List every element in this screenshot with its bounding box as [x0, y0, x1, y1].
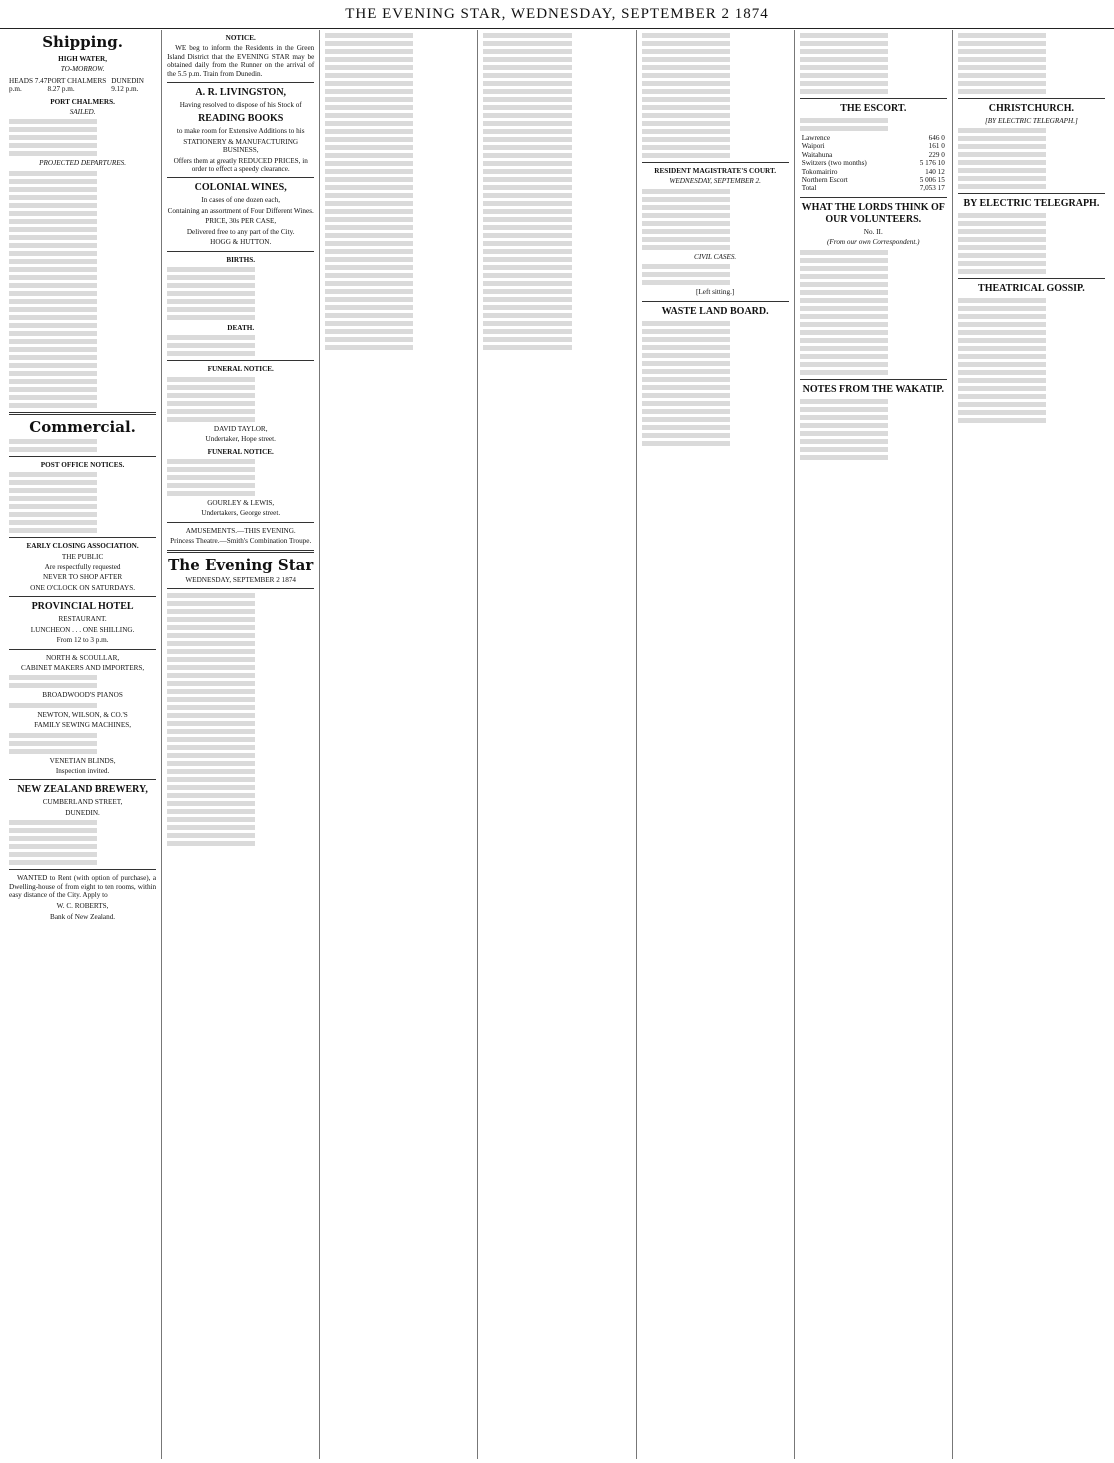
- left-sitting: [Left sitting.]: [695, 288, 735, 297]
- price-text: PRICE, 30s PER CASE,: [205, 217, 277, 226]
- theatrical-heading: THEATRICAL GOSSIP.: [978, 283, 1085, 295]
- high-water-heading: HIGH WATER,: [58, 55, 107, 63]
- room-text: to make room for Extensive Additions to his: [176, 127, 305, 136]
- gold-row: [800, 176, 947, 184]
- civil-cases: CIVIL CASES.: [694, 252, 737, 261]
- cases-text: In cases of one dozen each,: [201, 196, 281, 205]
- north-scoullar: NORTH & SCOULLAR,: [45, 653, 120, 662]
- early-closing-heading: EARLY CLOSING ASSOCIATION.: [26, 542, 139, 551]
- waste-land-heading: WASTE LAND BOARD.: [661, 305, 769, 317]
- column-6: [794, 30, 952, 1459]
- gold-amount: 140 12: [925, 167, 945, 176]
- column-3: [319, 30, 477, 1459]
- reduced-prices: Offers them at greatly REDUCED PRICES, in order to effect a speedy clearance.: [173, 156, 308, 174]
- amusements-text: Princess Theatre.—Smith's Combination Troupe.: [170, 537, 312, 546]
- escort-heading: THE ESCORT.: [840, 103, 907, 114]
- gold-row: [800, 142, 947, 150]
- column-2: [161, 30, 319, 1459]
- luncheon: LUNCHEON . . . ONE SHILLING.: [30, 625, 135, 634]
- wakatip-heading: NOTES FROM THE WAKATIP.: [802, 383, 944, 395]
- tide-heads: HEADS 7.47 p.m.: [9, 76, 48, 94]
- livingston-heading: A. R. LIVINGSTON,: [195, 87, 287, 99]
- paper-title: The Evening Star: [168, 555, 314, 574]
- inspection-invited: Inspection invited.: [55, 766, 110, 775]
- wanted-signature: W. C. ROBERTS,: [56, 902, 109, 911]
- newton-wilson: NEWTON, WILSON, & CO.'S: [37, 710, 128, 719]
- gold-amount: 5 006 15: [919, 176, 945, 185]
- gold-row: [800, 159, 947, 167]
- provincial-hotel: PROVINCIAL HOTEL: [31, 601, 134, 613]
- gold-total: 7,053 17: [919, 184, 945, 193]
- gold-place: Waitahuna: [801, 150, 833, 159]
- dateline: WEDNESDAY, SEPTEMBER 2 1874: [185, 575, 297, 584]
- page-columns: [4, 30, 1110, 1459]
- sailed-label: SAILED.: [69, 108, 96, 117]
- column-1: [4, 30, 161, 1459]
- sewing-machines: FAMILY SEWING MACHINES,: [34, 721, 132, 730]
- delivered-text: Delivered free to any part of the City.: [186, 227, 295, 236]
- funeral-2-sig2: Undertakers, George street.: [201, 509, 281, 518]
- notice-heading: NOTICE.: [225, 34, 256, 42]
- masthead: THE EVENING STAR, WEDNESDAY, SEPTEMBER 2 1874: [0, 6, 1114, 29]
- cabinet-makers: CABINET MAKERS AND IMPORTERS,: [20, 663, 145, 672]
- amusements: AMUSEMENTS.—THIS EVENING.: [185, 526, 296, 535]
- nz-brewery: NEW ZEALAND BREWERY,: [17, 784, 148, 796]
- gold-row: [800, 168, 947, 176]
- gold-place: Switzers (two months): [801, 159, 867, 168]
- column-4: [477, 30, 635, 1459]
- one-oclock: ONE O'CLOCK ON SATURDAYS.: [30, 583, 135, 592]
- gold-amount: 161 0: [928, 142, 945, 151]
- gold-place: Northern Escort: [801, 176, 848, 185]
- column-7: [952, 30, 1110, 1459]
- gold-place: Waipori: [801, 142, 825, 151]
- column-5: [636, 30, 794, 1459]
- gold-total-label: Total: [801, 184, 817, 193]
- pianos: BROADWOOD'S PIANOS: [42, 691, 123, 700]
- lords-number: No. II.: [863, 227, 883, 236]
- funeral-1-sig: DAVID TAYLOR,: [213, 424, 268, 433]
- lords-correspondent: (From our own Correspondent.): [827, 238, 920, 247]
- christchurch-telegraph: [BY ELECTRIC TELEGRAPH.]: [984, 117, 1078, 125]
- electric-telegraph-heading: BY ELECTRIC TELEGRAPH.: [963, 198, 1100, 210]
- brewery-address: CUMBERLAND STREET,: [42, 798, 123, 807]
- gold-amount: 646 0: [928, 134, 945, 142]
- tide-times: [9, 77, 156, 94]
- never-shop: NEVER TO SHOP AFTER: [42, 573, 123, 582]
- gold-place: Tokomairiro: [801, 167, 838, 176]
- venetian-blinds: VENETIAN BLINDS,: [49, 756, 116, 765]
- projected-heading: PROJECTED DEPARTURES.: [39, 159, 127, 168]
- notice-text: WE beg to inform the Residents in the Green Island District that the EVENING STAR may be obtained daily from the Runner on the arrival of the 5.5 p.m. Train from Dunedin.: [167, 44, 315, 78]
- wanted-signature-2: Bank of New Zealand.: [50, 912, 116, 921]
- gold-row: [800, 134, 947, 142]
- restaurant: RESTAURANT.: [58, 615, 107, 624]
- wanted-ad: WANTED to Rent (with option of purchase), a Dwelling-house of from eight to ten rooms, within easy distance of the City. Apply to: [9, 874, 157, 899]
- dispose-text: Having resolved to dispose of his Stock of: [179, 101, 302, 110]
- births-heading: BIRTHS.: [226, 255, 256, 264]
- death-heading: DEATH.: [227, 323, 255, 332]
- stationery-text: STATIONERY & MANUFACTURING BUSINESS,: [183, 137, 299, 155]
- assortment-text: Containing an assortment of Four Different Wines.: [167, 206, 314, 215]
- tide-port: PORT CHALMERS 8.27 p.m.: [47, 76, 107, 94]
- requested: Are respectfully requested: [44, 563, 121, 572]
- tide-dunedin: DUNEDIN 9.12 p.m.: [111, 76, 145, 94]
- resident-magistrate-heading: RESIDENT MAGISTRATE'S COURT.: [654, 167, 777, 175]
- gold-amount: 229 0: [928, 150, 945, 159]
- gold-row: [800, 151, 947, 159]
- funeral-1-sig2: Undertaker, Hope street.: [205, 435, 276, 444]
- funeral-notice-2: FUNERAL NOTICE.: [207, 447, 274, 456]
- gold-place: Lawrence: [801, 134, 831, 142]
- rm-date: WEDNESDAY, SEPTEMBER 2.: [669, 177, 761, 186]
- gold-escort-table: [800, 134, 947, 193]
- reading-books: READING BOOKS: [198, 113, 284, 125]
- hogg-hutton: HOGG & HUTTON.: [210, 238, 272, 247]
- tomorrow-label: TO-MORROW.: [60, 65, 105, 74]
- luncheon-hours: From 12 to 3 p.m.: [56, 636, 109, 645]
- commercial-heading: Commercial.: [29, 417, 136, 436]
- the-public: THE PUBLIC: [61, 552, 104, 561]
- colonial-wines: COLONIAL WINES,: [194, 182, 287, 194]
- funeral-notice-1: FUNERAL NOTICE.: [207, 365, 274, 374]
- brewery-city: DUNEDIN.: [65, 808, 100, 817]
- port-chalmers-heading: PORT CHALMERS.: [50, 97, 115, 106]
- gold-amount: 5 176 10: [919, 159, 945, 168]
- christchurch-heading: CHRISTCHURCH.: [988, 103, 1075, 114]
- lords-heading: WHAT THE LORDS THINK OF OUR VOLUNTEERS.: [801, 201, 945, 225]
- shipping-heading: Shipping.: [42, 33, 123, 51]
- funeral-2-sig: GOURLEY & LEWIS,: [207, 498, 275, 507]
- post-office-heading: POST OFFICE NOTICES.: [40, 460, 125, 469]
